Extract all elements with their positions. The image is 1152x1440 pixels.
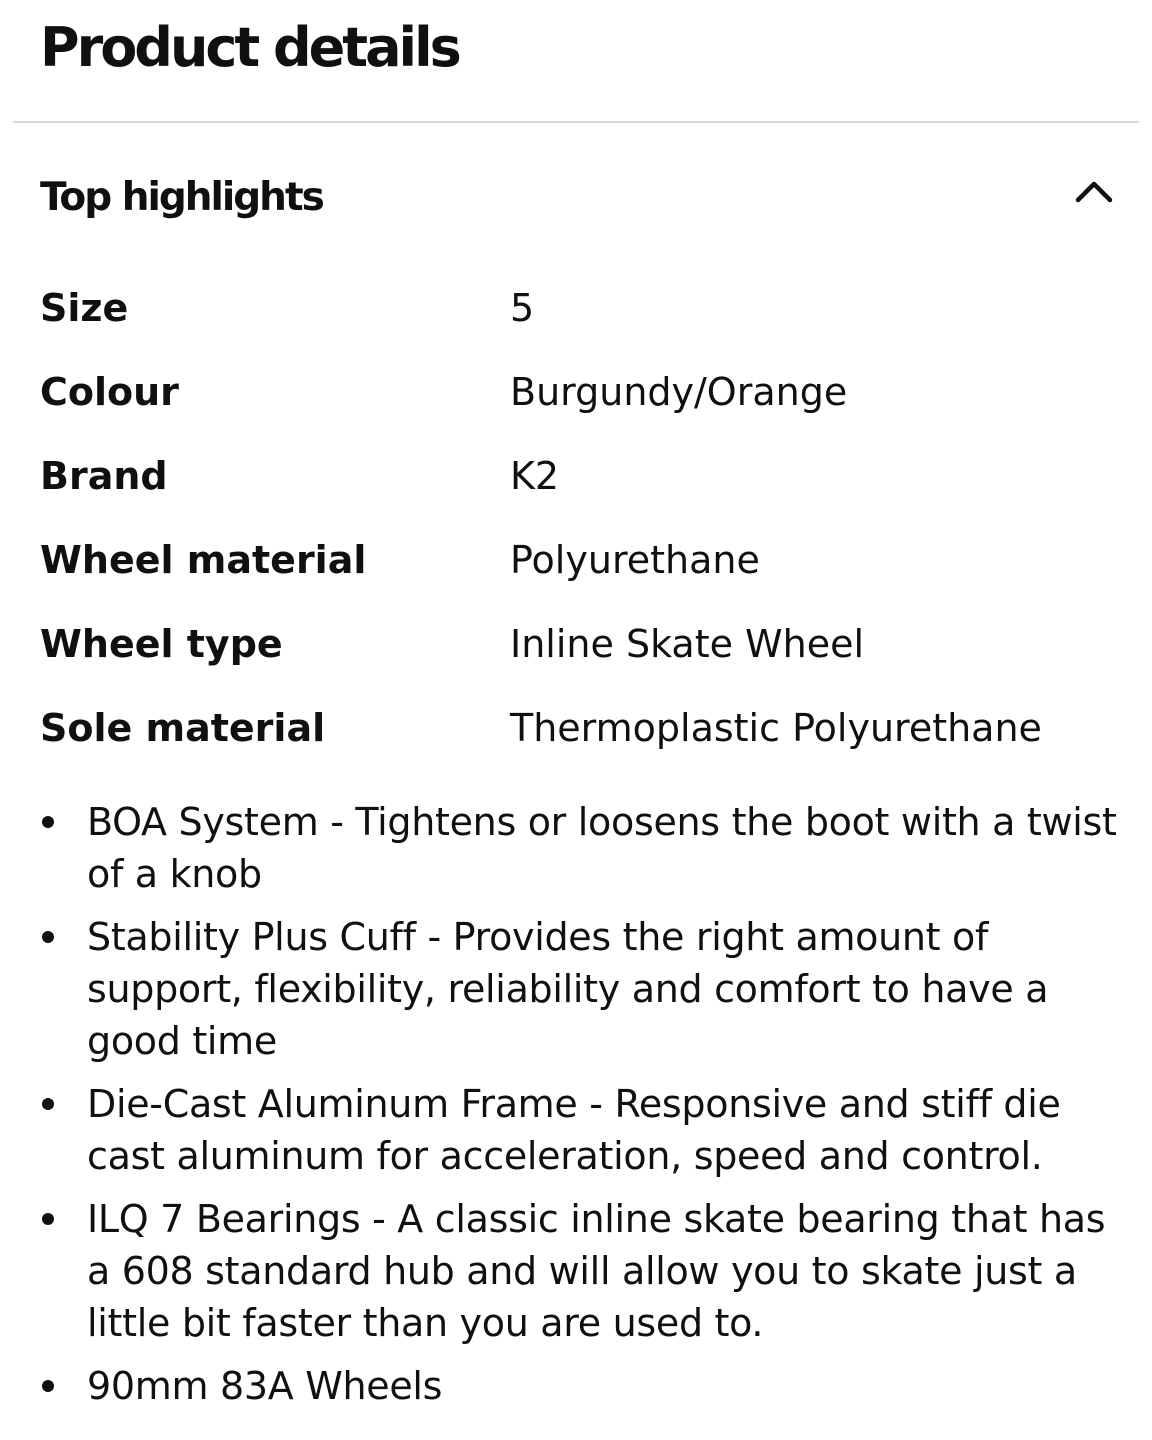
bullet-text: 90mm 83A Wheels <box>87 1364 443 1408</box>
spec-row-sole-material <box>40 686 1120 770</box>
bullet-text: ILQ 7 Bearings - A classic inline skate bearing that has a 608 standard hub and will allow you to skate just a little bit faster than you are used to. <box>87 1197 1106 1345</box>
spec-value: Thermoplastic Polyurethane <box>510 706 1042 750</box>
spec-row-size <box>40 266 1120 350</box>
spec-key: Size <box>40 286 129 330</box>
spec-key: Wheel material <box>40 538 367 582</box>
list-item <box>40 1193 1120 1349</box>
spec-value: Polyurethane <box>510 538 760 582</box>
spec-value: Burgundy/Orange <box>510 370 848 414</box>
spec-key: Colour <box>40 370 179 414</box>
spec-value: K2 <box>510 454 560 498</box>
bullet-text: Die-Cast Aluminum Frame - Responsive and stiff die cast aluminum for acceleration, speed and control. <box>87 1082 1061 1178</box>
bullet-dot <box>42 1380 54 1392</box>
list-item <box>40 1078 1120 1182</box>
top-highlights-header[interactable] <box>0 160 1152 236</box>
bullet-text: Stability Plus Cuff - Provides the right amount of support, flexibility, reliability and comfort to have a good time <box>87 915 1049 1063</box>
section-title: Top highlights <box>40 175 323 220</box>
spec-row-wheel-type <box>40 602 1120 686</box>
spec-row-wheel-material <box>40 518 1120 602</box>
spec-value: 5 <box>510 286 535 330</box>
bullet-dot <box>42 1213 54 1225</box>
page-title: Product details <box>40 16 459 79</box>
specs-table <box>40 266 1120 770</box>
spec-value: Inline Skate Wheel <box>510 622 865 666</box>
chevron-up-icon[interactable] <box>1074 174 1114 206</box>
list-item <box>40 796 1120 900</box>
bullet-text: BOA System - Tightens or loosens the boot with a twist of a knob <box>87 800 1117 896</box>
spec-key: Sole material <box>40 706 326 750</box>
list-item <box>40 1360 1120 1412</box>
bullet-dot <box>42 1098 54 1110</box>
spec-key: Brand <box>40 454 168 498</box>
highlights-list <box>40 796 1120 1423</box>
spec-row-colour <box>40 350 1120 434</box>
spec-key: Wheel type <box>40 622 283 666</box>
bullet-dot <box>42 931 54 943</box>
bullet-dot <box>42 816 54 828</box>
divider <box>13 121 1139 123</box>
list-item <box>40 911 1120 1067</box>
spec-row-brand <box>40 434 1120 518</box>
